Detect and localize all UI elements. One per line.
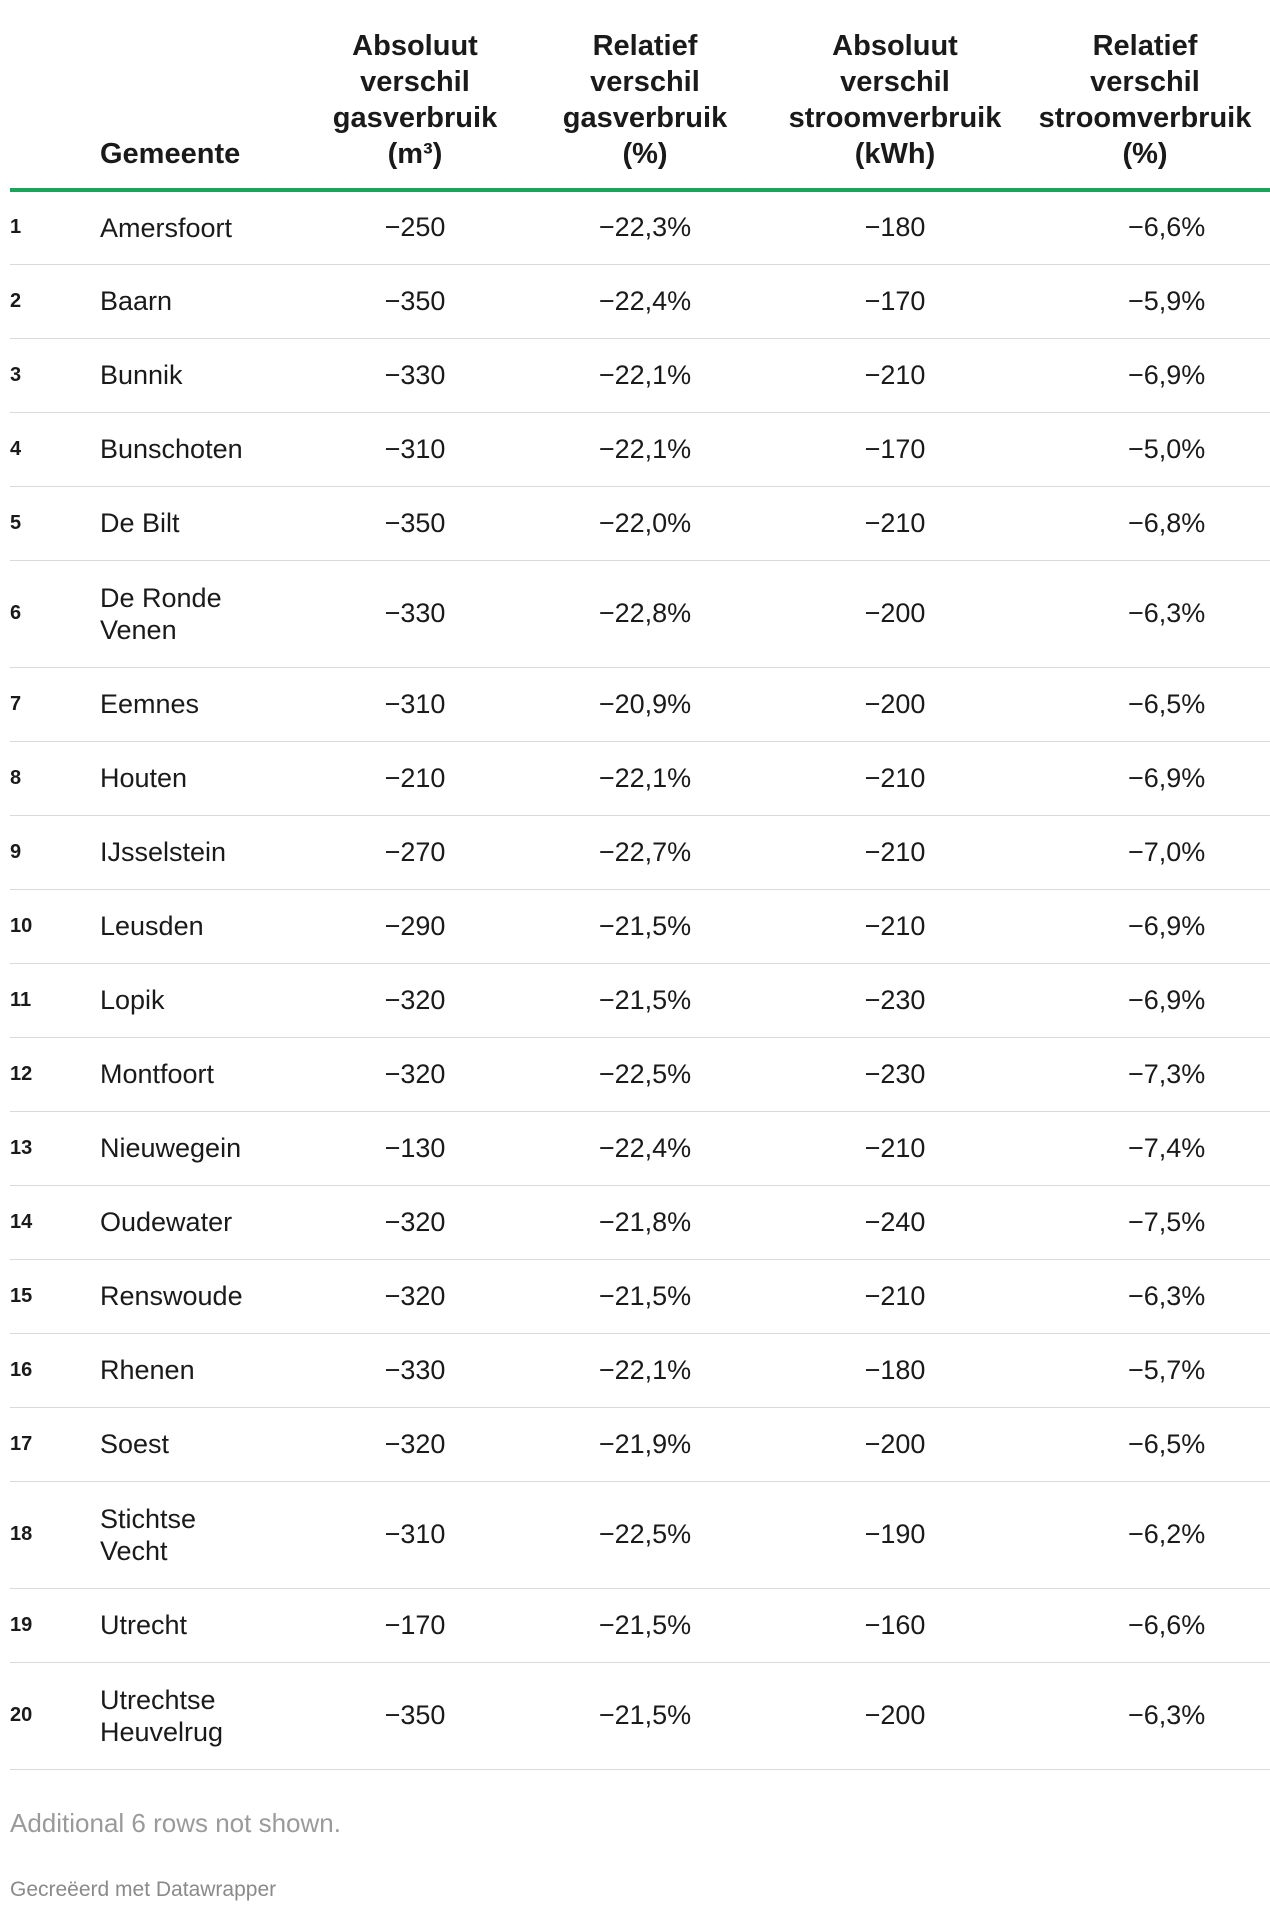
- cell-rel-gas: −22,7%: [520, 815, 770, 889]
- gemeente-name-line: Rhenen: [100, 1355, 195, 1385]
- header-rel-gas[interactable]: [520, 0, 770, 190]
- header-rel-gas-line: verschil: [590, 66, 700, 98]
- cell-rel-gas: −22,1%: [520, 1333, 770, 1407]
- header-rel-stroom-line: Relatief: [1092, 30, 1198, 62]
- cell-abs-gas: −210: [310, 741, 520, 815]
- cell-abs-gas: −310: [310, 1481, 520, 1588]
- cell-rel-gas: −21,5%: [520, 889, 770, 963]
- header-abs-stroom-line: verschil: [840, 66, 950, 98]
- cell-rel-gas: −21,5%: [520, 1259, 770, 1333]
- table-row: [10, 889, 1270, 963]
- cell-abs-gas: −350: [310, 486, 520, 560]
- row-rank: 12: [10, 1037, 100, 1111]
- cell-abs-stroom: −180: [770, 1333, 1020, 1407]
- cell-abs-gas: −320: [310, 1185, 520, 1259]
- header-rel-stroom-line: (%): [1122, 138, 1168, 170]
- cell-abs-stroom: −170: [770, 264, 1020, 338]
- gemeente-name-line: Renswoude: [100, 1281, 243, 1311]
- gemeente-name-line: Houten: [100, 763, 188, 793]
- cell-rel-stroom: −6,2%: [1020, 1481, 1270, 1588]
- table-row: [10, 1481, 1270, 1588]
- table-row: [10, 1111, 1270, 1185]
- cell-rel-stroom: −6,6%: [1020, 1588, 1270, 1662]
- row-gemeente: [100, 560, 310, 667]
- table-row: [10, 486, 1270, 560]
- header-rel-stroom-line: stroomverbruik: [1038, 102, 1252, 134]
- table-row: [10, 741, 1270, 815]
- table-row: [10, 412, 1270, 486]
- cell-rel-stroom: −7,0%: [1020, 815, 1270, 889]
- gemeente-name-line: Eemnes: [100, 689, 200, 719]
- cell-abs-stroom: −210: [770, 741, 1020, 815]
- row-rank: 20: [10, 1662, 100, 1769]
- cell-abs-gas: −270: [310, 815, 520, 889]
- cell-abs-stroom: −180: [770, 190, 1020, 264]
- gemeente-name-line: De Bilt: [100, 508, 180, 538]
- table-container: [10, 0, 1252, 1910]
- header-rank: [10, 0, 100, 190]
- table-row: [10, 1662, 1270, 1769]
- header-abs-gas[interactable]: [310, 0, 520, 190]
- gemeente-name-line: Soest: [100, 1429, 170, 1459]
- row-rank: 16: [10, 1333, 100, 1407]
- cell-rel-stroom: −6,5%: [1020, 1407, 1270, 1481]
- row-gemeente: [100, 1037, 310, 1111]
- cell-rel-stroom: −5,7%: [1020, 1333, 1270, 1407]
- cell-rel-stroom: −5,0%: [1020, 412, 1270, 486]
- cell-abs-gas: −320: [310, 1037, 520, 1111]
- cell-rel-gas: −21,5%: [520, 1588, 770, 1662]
- gemeente-name-line: Venen: [100, 614, 177, 645]
- header-gemeente: Gemeente: [100, 0, 310, 190]
- header-abs-gas-line: Absoluut: [352, 30, 478, 62]
- cell-abs-gas: −330: [310, 560, 520, 667]
- cell-rel-gas: −22,4%: [520, 1111, 770, 1185]
- header-rel-gas-line: (%): [622, 138, 668, 170]
- header-abs-stroom-line: (kWh): [854, 138, 936, 170]
- cell-rel-stroom: −5,9%: [1020, 264, 1270, 338]
- cell-rel-gas: −22,3%: [520, 190, 770, 264]
- cell-rel-gas: −22,0%: [520, 486, 770, 560]
- gemeente-name-line: Vecht: [100, 1535, 168, 1566]
- row-gemeente: [100, 338, 310, 412]
- cell-rel-gas: −22,8%: [520, 560, 770, 667]
- gemeente-name-line: IJsselstein: [100, 837, 227, 867]
- row-gemeente: [100, 667, 310, 741]
- row-rank: 7: [10, 667, 100, 741]
- row-rank: 4: [10, 412, 100, 486]
- cell-rel-gas: −20,9%: [520, 667, 770, 741]
- cell-rel-stroom: −6,9%: [1020, 963, 1270, 1037]
- cell-rel-gas: −22,1%: [520, 412, 770, 486]
- gemeente-name-line: Heuvelrug: [100, 1716, 224, 1747]
- header-row: [10, 0, 1270, 190]
- cell-rel-stroom: −7,4%: [1020, 1111, 1270, 1185]
- header-abs-stroom-line: stroomverbruik: [788, 102, 1002, 134]
- table-row: [10, 1333, 1270, 1407]
- gemeente-name-line: Baarn: [100, 286, 173, 316]
- cell-rel-stroom: −7,3%: [1020, 1037, 1270, 1111]
- cell-abs-stroom: −210: [770, 1259, 1020, 1333]
- gemeente-name-line: Oudewater: [100, 1207, 233, 1237]
- gemeente-name-line: Stichtse: [100, 1503, 197, 1534]
- cell-rel-gas: −22,5%: [520, 1037, 770, 1111]
- cell-abs-stroom: −210: [770, 486, 1020, 560]
- table-row: [10, 667, 1270, 741]
- table-row: [10, 963, 1270, 1037]
- cell-rel-gas: −21,5%: [520, 963, 770, 1037]
- row-rank: 5: [10, 486, 100, 560]
- row-rank: 15: [10, 1259, 100, 1333]
- row-rank: 1: [10, 190, 100, 264]
- header-abs-gas-line: (m³): [387, 138, 443, 170]
- cell-rel-stroom: −6,8%: [1020, 486, 1270, 560]
- cell-abs-gas: −350: [310, 264, 520, 338]
- cell-abs-stroom: −210: [770, 815, 1020, 889]
- gemeente-name-line: Leusden: [100, 911, 204, 941]
- cell-abs-stroom: −200: [770, 1662, 1020, 1769]
- header-abs-gas-line: gasverbruik: [332, 102, 498, 134]
- header-abs-stroom-line: Absoluut: [832, 30, 958, 62]
- table-body: [10, 190, 1270, 1769]
- row-gemeente: [100, 1588, 310, 1662]
- cell-abs-gas: −330: [310, 338, 520, 412]
- row-gemeente: [100, 1407, 310, 1481]
- gemeente-name-line: Amersfoort: [100, 212, 233, 243]
- header-abs-gas-line: verschil: [360, 66, 470, 98]
- header-rel-stroom[interactable]: [1020, 0, 1270, 190]
- table-row: [10, 1407, 1270, 1481]
- row-gemeente: [100, 1662, 310, 1769]
- cell-rel-stroom: −6,3%: [1020, 1662, 1270, 1769]
- table-row: [10, 1588, 1270, 1662]
- cell-rel-stroom: −6,9%: [1020, 741, 1270, 815]
- cell-abs-gas: −310: [310, 412, 520, 486]
- cell-rel-stroom: −6,3%: [1020, 1259, 1270, 1333]
- cell-rel-stroom: −6,3%: [1020, 560, 1270, 667]
- gemeente-name-line: Bunschoten: [100, 434, 243, 464]
- cell-rel-gas: −22,4%: [520, 264, 770, 338]
- row-gemeente: [100, 1111, 310, 1185]
- table-row: [10, 190, 1270, 264]
- table-header: [10, 0, 1270, 190]
- header-rel-stroom-line: verschil: [1090, 66, 1200, 98]
- row-gemeente: [100, 264, 310, 338]
- table-row: [10, 1185, 1270, 1259]
- row-rank: 8: [10, 741, 100, 815]
- cell-rel-stroom: −7,5%: [1020, 1185, 1270, 1259]
- cell-rel-stroom: −6,5%: [1020, 667, 1270, 741]
- row-gemeente: [100, 1185, 310, 1259]
- header-abs-stroom[interactable]: [770, 0, 1020, 190]
- row-rank: 9: [10, 815, 100, 889]
- table-row: [10, 264, 1270, 338]
- row-gemeente: [100, 1259, 310, 1333]
- row-gemeente: [100, 190, 310, 264]
- table-row: [10, 560, 1270, 667]
- row-gemeente: [100, 412, 310, 486]
- row-rank: 6: [10, 560, 100, 667]
- cell-abs-stroom: −200: [770, 1407, 1020, 1481]
- row-rank: 11: [10, 963, 100, 1037]
- cell-abs-gas: −130: [310, 1111, 520, 1185]
- cell-rel-stroom: −6,6%: [1020, 190, 1270, 264]
- cell-abs-stroom: −210: [770, 338, 1020, 412]
- gemeente-name-line: Utrecht: [100, 1610, 188, 1640]
- cell-abs-stroom: −240: [770, 1185, 1020, 1259]
- cell-abs-gas: −170: [310, 1588, 520, 1662]
- cell-abs-gas: −320: [310, 1407, 520, 1481]
- cell-rel-gas: −21,8%: [520, 1185, 770, 1259]
- gemeente-name-line: De Ronde: [100, 582, 222, 613]
- row-rank: 19: [10, 1588, 100, 1662]
- row-rank: 17: [10, 1407, 100, 1481]
- row-rank: 13: [10, 1111, 100, 1185]
- row-gemeente: [100, 963, 310, 1037]
- header-rel-gas-line: Relatief: [592, 30, 698, 62]
- cell-rel-gas: −22,1%: [520, 338, 770, 412]
- cell-abs-gas: −320: [310, 963, 520, 1037]
- row-rank: 3: [10, 338, 100, 412]
- row-gemeente: [100, 1481, 310, 1588]
- table-row: [10, 1259, 1270, 1333]
- cell-rel-gas: −22,5%: [520, 1481, 770, 1588]
- cell-abs-gas: −290: [310, 889, 520, 963]
- cell-abs-stroom: −210: [770, 1111, 1020, 1185]
- row-gemeente: [100, 815, 310, 889]
- row-rank: 10: [10, 889, 100, 963]
- cell-abs-stroom: −230: [770, 1037, 1020, 1111]
- cell-abs-stroom: −200: [770, 667, 1020, 741]
- table-row: [10, 1037, 1270, 1111]
- datawrapper-credit[interactable]: Gecreëerd met Datawrapper: [10, 1878, 277, 1901]
- gemeente-name-line: Nieuwegein: [100, 1133, 242, 1163]
- gemeente-name-line: Utrechtse: [100, 1684, 216, 1715]
- gemeente-name-line: Montfoort: [100, 1059, 215, 1089]
- row-gemeente: [100, 486, 310, 560]
- cell-abs-gas: −310: [310, 667, 520, 741]
- row-rank: 2: [10, 264, 100, 338]
- cell-abs-gas: −320: [310, 1259, 520, 1333]
- row-gemeente: [100, 1333, 310, 1407]
- row-rank: 14: [10, 1185, 100, 1259]
- cell-abs-stroom: −160: [770, 1588, 1020, 1662]
- table-row: [10, 338, 1270, 412]
- gemeente-name-line: Bunnik: [100, 360, 183, 390]
- header-rel-gas-line: gasverbruik: [562, 102, 728, 134]
- rows-not-shown-note: Additional 6 rows not shown.: [10, 1808, 341, 1838]
- row-gemeente: [100, 889, 310, 963]
- cell-abs-gas: −330: [310, 1333, 520, 1407]
- cell-rel-stroom: −6,9%: [1020, 338, 1270, 412]
- row-gemeente: [100, 741, 310, 815]
- cell-rel-gas: −21,9%: [520, 1407, 770, 1481]
- cell-abs-stroom: −170: [770, 412, 1020, 486]
- cell-rel-gas: −22,1%: [520, 741, 770, 815]
- cell-abs-stroom: −210: [770, 889, 1020, 963]
- table-row: [10, 815, 1270, 889]
- cell-abs-gas: −250: [310, 190, 520, 264]
- data-table: [10, 0, 1270, 1770]
- cell-rel-gas: −21,5%: [520, 1662, 770, 1769]
- cell-abs-stroom: −190: [770, 1481, 1020, 1588]
- cell-rel-stroom: −6,9%: [1020, 889, 1270, 963]
- cell-abs-stroom: −200: [770, 560, 1020, 667]
- cell-abs-stroom: −230: [770, 963, 1020, 1037]
- row-rank: 18: [10, 1481, 100, 1588]
- gemeente-name-line: Lopik: [100, 985, 165, 1015]
- cell-abs-gas: −350: [310, 1662, 520, 1769]
